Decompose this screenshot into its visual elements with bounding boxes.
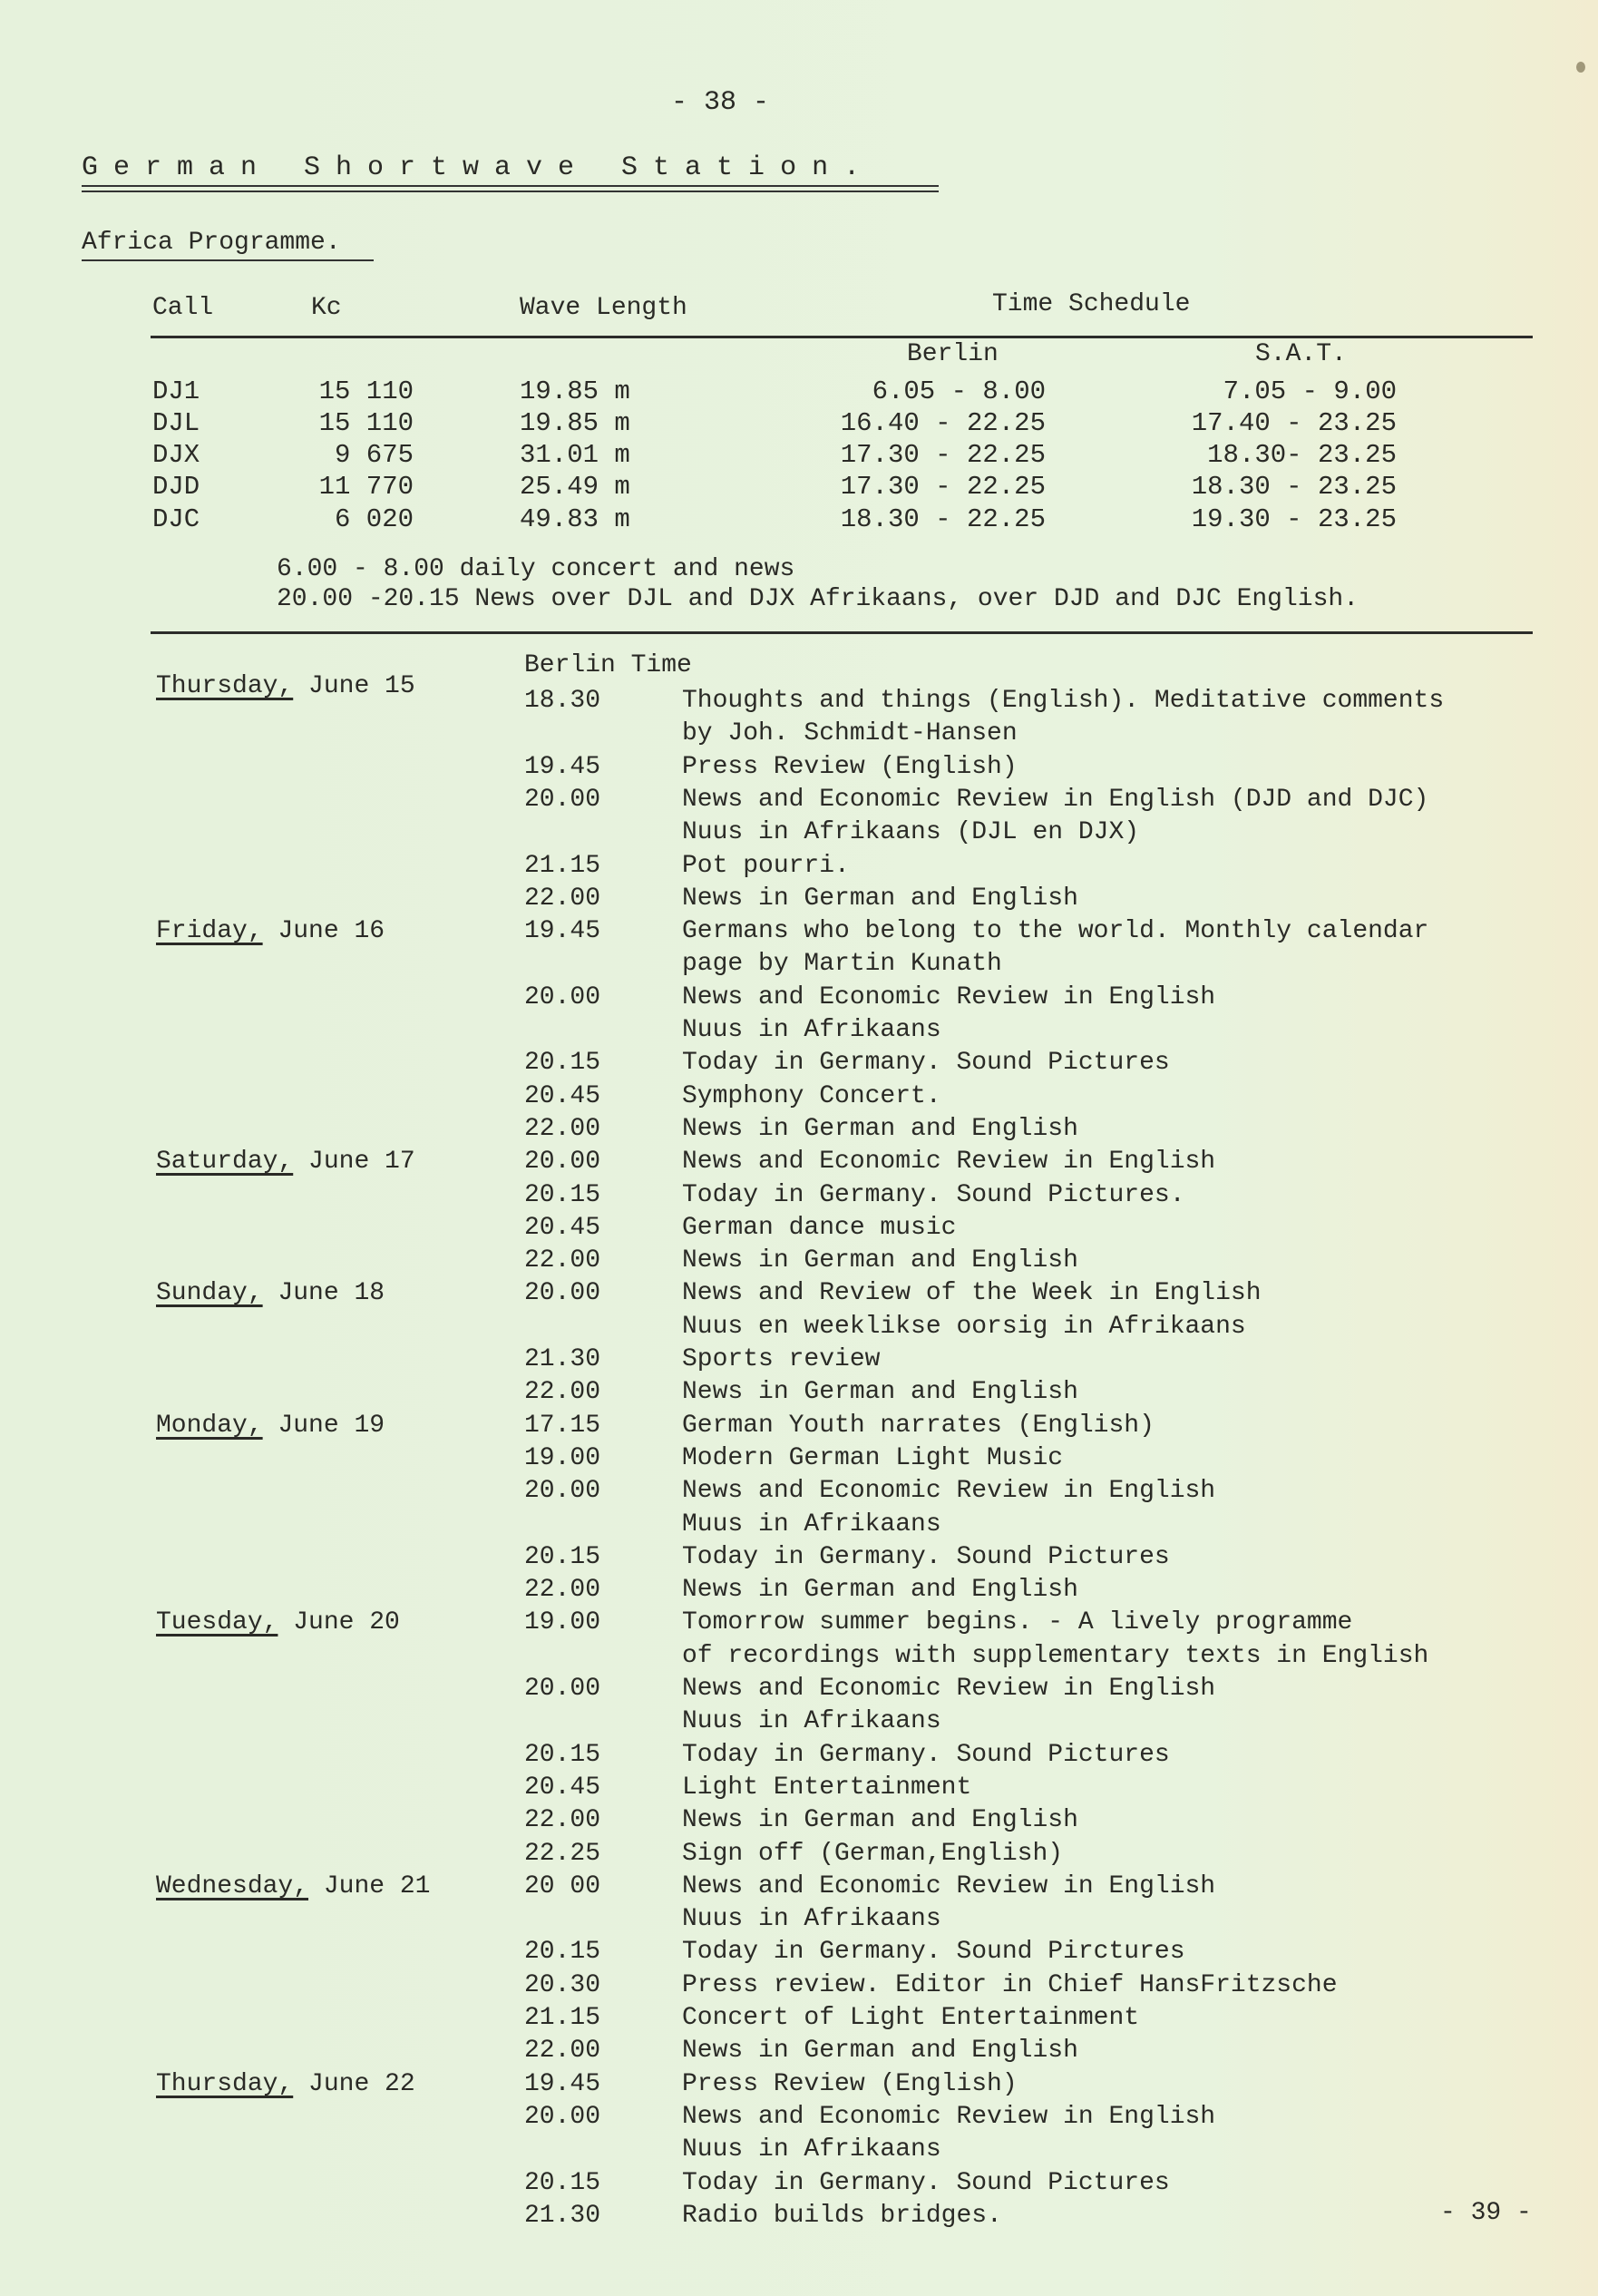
frequency-kc: 15 110 (318, 376, 414, 406)
programme-time: 22.00 (524, 1246, 601, 1275)
programme-title: News and Review of the Week in English (682, 1279, 1262, 1308)
programme-title: Press review. Editor in Chief HansFritzsche (682, 1970, 1338, 1999)
programme-time: 20.00 (524, 1279, 601, 1308)
programme-time: 21.15 (524, 851, 601, 880)
day-label (156, 1872, 430, 1900)
sat-time: 18.30- 23.25 (1207, 440, 1397, 470)
call-sign: DJ1 (152, 376, 200, 406)
programme-time: 19.00 (524, 1608, 601, 1637)
programme-time: 19.45 (524, 917, 601, 946)
day-label (156, 1148, 415, 1176)
programme-title: News and Economic Review in English (682, 1477, 1216, 1506)
programme-title: Sports review (682, 1345, 881, 1373)
programme-title-continued: by Joh. Schmidt-Hansen (682, 719, 1018, 748)
programme-time: 19.45 (524, 2069, 601, 2098)
page-number-bottom: - 39 - (1440, 2199, 1532, 2227)
frequency-kc: 15 110 (318, 408, 414, 438)
day-name: Tuesday, (156, 1608, 278, 1637)
programme-title-continued: Nuus in Afrikaans (682, 1905, 941, 1934)
programme-title: Today in Germany. Sound Pictures. (682, 1180, 1185, 1209)
programme-title: News and Economic Review in English (682, 1148, 1216, 1177)
wave-length: 19.85 m (520, 408, 630, 438)
programme-title: Concert of Light Entertainment (682, 2004, 1140, 2032)
day-name: Thursday, (156, 2069, 294, 2098)
programme-time: 20.45 (524, 1773, 601, 1802)
programme-title: News in German and English (682, 1378, 1078, 1407)
call-sign: DJX (152, 440, 200, 470)
wave-length: 49.83 m (520, 504, 630, 534)
frequency-kc: 6 020 (334, 504, 414, 534)
sat-time: 17.40 - 23.25 (1191, 408, 1397, 438)
col-header-call: Call (152, 294, 214, 322)
programme-time: 22.00 (524, 884, 601, 913)
programme-time: 22.00 (524, 2037, 601, 2066)
programme-title: Thoughts and things (English). Meditative comments (682, 687, 1445, 715)
programme-title: News in German and English (682, 2037, 1078, 2066)
programme-time: 20.15 (524, 1049, 601, 1078)
day-name: Friday, (156, 917, 263, 946)
sat-time: 7.05 - 9.00 (1223, 376, 1397, 406)
day-date: June 20 (293, 1608, 400, 1637)
programme-title: News and Economic Review in English (682, 1871, 1216, 1900)
sat-time: 19.30 - 23.25 (1191, 504, 1397, 534)
paper-hole-mark (1576, 62, 1585, 73)
day-date: June 21 (323, 1871, 431, 1900)
programme-time: 22.25 (524, 1839, 601, 1868)
page-title: German Shortwave Station. (82, 152, 876, 183)
col-header-berlin: Berlin (907, 340, 999, 368)
programme-title: Today in Germany. Sound Pirctures (682, 1938, 1185, 1967)
programme-time: 20.15 (524, 2168, 601, 2197)
programme-title: News in German and English (682, 1246, 1078, 1275)
berlin-time: 18.30 - 22.25 (840, 504, 1046, 534)
day-date: June 22 (308, 2069, 415, 2098)
programme-time: 20.00 (524, 1477, 601, 1506)
day-name: Wednesday, (156, 1871, 309, 1900)
berlin-time: 6.05 - 8.00 (872, 376, 1046, 406)
berlin-time: 16.40 - 22.25 (840, 408, 1046, 438)
day-label (156, 2070, 415, 2098)
programme-title: Press Review (English) (682, 752, 1018, 781)
programme-time: 20.30 (524, 1970, 601, 1999)
berlin-time: 17.30 - 22.25 (840, 440, 1046, 470)
programme-time: 17.15 (524, 1411, 601, 1440)
programme-title: Today in Germany. Sound Pictures (682, 1740, 1170, 1769)
programme-title-continued: Nuus in Afrikaans (DJL en DJX) (682, 818, 1140, 847)
table-header-rule (151, 336, 1533, 338)
programme-title: Today in Germany. Sound Pictures (682, 1542, 1170, 1571)
col-header-kc: Kc (311, 294, 342, 322)
programme-title: Pot pourri. (682, 851, 850, 880)
note-daily-concert: 6.00 - 8.00 daily concert and news (277, 555, 795, 583)
programme-time: 20.45 (524, 1213, 601, 1242)
programme-title: Today in Germany. Sound Pictures (682, 1049, 1170, 1078)
day-label (156, 1412, 385, 1440)
call-sign: DJD (152, 472, 200, 502)
schedule-time-header: Berlin Time (524, 651, 692, 679)
programme-title: Symphony Concert. (682, 1081, 941, 1110)
wave-length: 31.01 m (520, 440, 630, 470)
programme-title: Radio builds bridges. (682, 2201, 1002, 2230)
day-name: Monday, (156, 1411, 263, 1440)
programme-time: 20.00 (524, 1148, 601, 1177)
programme-time: 20.00 (524, 2102, 601, 2131)
programme-title: Germans who belong to the world. Monthly calendar (682, 917, 1429, 946)
programme-time: 21.15 (524, 2004, 601, 2032)
programme-time: 22.00 (524, 1378, 601, 1407)
programme-time: 20.15 (524, 1542, 601, 1571)
programme-time: 21.30 (524, 1345, 601, 1373)
programme-title: News in German and English (682, 884, 1078, 913)
programme-title: News in German and English (682, 1114, 1078, 1143)
title-double-underline (82, 185, 939, 187)
note-news-languages: 20.00 -20.15 News over DJL and DJX Afrikaans, over DJD and DJC English. (277, 585, 1359, 613)
frequency-kc: 9 675 (334, 440, 414, 470)
programme-time: 20.00 (524, 982, 601, 1011)
programme-title: Press Review (English) (682, 2069, 1018, 2098)
programme-time: 19.00 (524, 1443, 601, 1472)
programme-time: 20.15 (524, 1938, 601, 1967)
programme-title-continued: Muus in Afrikaans (682, 1509, 941, 1539)
programme-time: 20 00 (524, 1871, 601, 1900)
programme-time: 20.15 (524, 1180, 601, 1209)
programme-time: 19.45 (524, 752, 601, 781)
programme-title-continued: Nuus in Afrikaans (682, 1016, 941, 1044)
programme-title: News and Economic Review in English (682, 1675, 1216, 1703)
programme-title: German dance music (682, 1213, 957, 1242)
programme-time: 21.30 (524, 2201, 601, 2230)
programme-time: 20.45 (524, 1081, 601, 1110)
day-name: Thursday, (156, 672, 294, 700)
berlin-time: 17.30 - 22.25 (840, 472, 1046, 502)
programme-title: Tomorrow summer begins. - A lively programme (682, 1608, 1353, 1637)
programme-time: 20.00 (524, 1675, 601, 1703)
day-label (156, 1279, 385, 1307)
day-date: June 19 (278, 1411, 385, 1440)
day-date: June 16 (278, 917, 385, 946)
day-name: Sunday, (156, 1279, 263, 1308)
programme-time: 20.15 (524, 1740, 601, 1769)
programme-title: News in German and English (682, 1806, 1078, 1835)
day-label (156, 1608, 400, 1637)
sat-time: 18.30 - 23.25 (1191, 472, 1397, 502)
programme-time: 20.00 (524, 785, 601, 814)
programme-title: Today in Germany. Sound Pictures (682, 2168, 1170, 2197)
subtitle-underline (82, 259, 374, 261)
day-label (156, 672, 415, 700)
programme-time: 22.00 (524, 1114, 601, 1143)
day-date: June 17 (308, 1148, 415, 1177)
frequency-kc: 11 770 (318, 472, 414, 502)
col-header-sat: S.A.T. (1255, 340, 1347, 368)
programme-title: Sign off (German,English) (682, 1839, 1064, 1868)
programme-title: News and Economic Review in English (682, 2102, 1216, 2131)
wave-length: 25.49 m (520, 472, 630, 502)
programme-title: News and Economic Review in English (682, 982, 1216, 1011)
programme-title: Modern German Light Music (682, 1443, 1064, 1472)
table-bottom-rule (151, 631, 1533, 634)
day-date: June 18 (278, 1279, 385, 1308)
programme-title-continued: Nuus in Afrikaans (682, 1707, 941, 1736)
day-name: Saturday, (156, 1148, 294, 1177)
programme-title: Light Entertainment (682, 1773, 972, 1802)
call-sign: DJL (152, 408, 200, 438)
programme-title-continued: page by Martin Kunath (682, 950, 1002, 979)
programme-title-continued: Nuus in Afrikaans (682, 2135, 941, 2164)
programme-time: 22.00 (524, 1806, 601, 1835)
programme-title: News and Economic Review in English (DJD and DJC) (682, 785, 1429, 814)
programme-title: German Youth narrates (English) (682, 1411, 1155, 1440)
day-label (156, 917, 385, 945)
col-header-wave-length: Wave Length (520, 294, 687, 322)
programme-time: 18.30 (524, 687, 601, 715)
section-subtitle: Africa Programme. (82, 229, 341, 257)
day-date: June 15 (308, 672, 415, 700)
programme-title: News in German and English (682, 1576, 1078, 1605)
wave-length: 19.85 m (520, 376, 630, 406)
programme-title-continued: Nuus en weeklikse oorsig in Afrikaans (682, 1312, 1246, 1341)
programme-title-continued: of recordings with supplementary texts in English (682, 1641, 1429, 1670)
programme-time: 22.00 (524, 1576, 601, 1605)
call-sign: DJC (152, 504, 200, 534)
col-header-time-schedule: Time Schedule (992, 290, 1191, 318)
page-number-top: - 38 - (671, 87, 770, 118)
